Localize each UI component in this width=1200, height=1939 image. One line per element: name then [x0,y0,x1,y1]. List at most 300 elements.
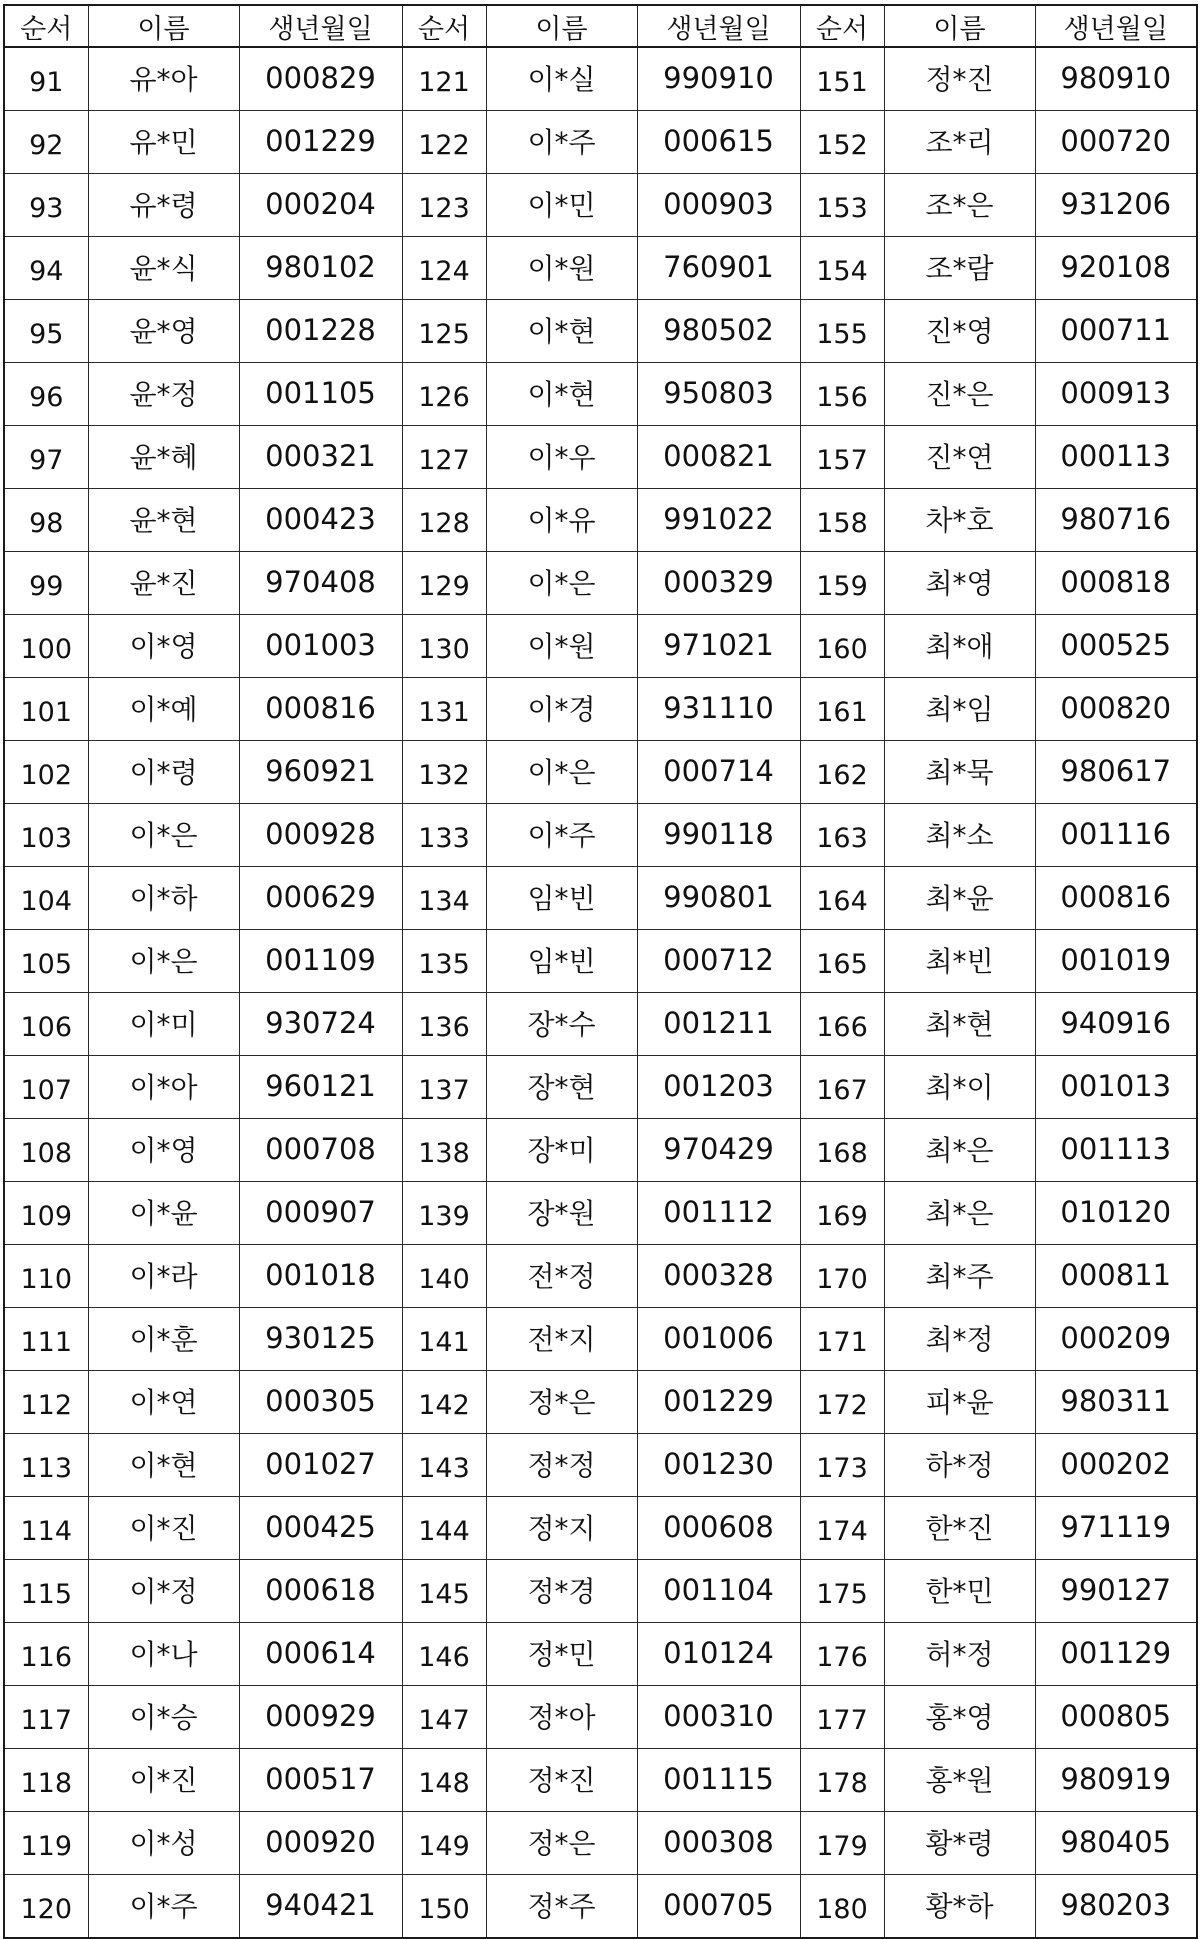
table-row [4,111,1197,174]
birthdate-cell: 960121 [239,1056,402,1119]
table-row [4,993,1197,1056]
name-cell: 진*영 [884,300,1035,363]
seq-cell: 96 [4,363,88,426]
birthdate-cell: 980405 [1035,1812,1197,1875]
birthdate-cell: 001129 [1035,1623,1197,1686]
table-row [4,1308,1197,1371]
roster-body [4,47,1197,1938]
name-cell: 홍*원 [884,1749,1035,1812]
name-cell: 최*정 [884,1308,1035,1371]
seq-cell: 126 [402,363,486,426]
birthdate-cell: 920108 [1035,237,1197,300]
seq-cell: 92 [4,111,88,174]
name-cell: 이*현 [88,1434,239,1497]
seq-cell: 179 [800,1812,884,1875]
seq-cell: 154 [800,237,884,300]
name-cell: 정*아 [486,1686,637,1749]
birthdate-cell: 000618 [239,1560,402,1623]
name-cell: 윤*영 [88,300,239,363]
birthdate-cell: 760901 [637,237,800,300]
seq-cell: 142 [402,1371,486,1434]
birthdate-cell: 000820 [1035,678,1197,741]
name-cell: 이*라 [88,1245,239,1308]
seq-cell: 121 [402,47,486,111]
table-row [4,1560,1197,1623]
table-row [4,1623,1197,1686]
name-cell: 이*주 [486,111,637,174]
birthdate-cell: 000615 [637,111,800,174]
seq-cell: 138 [402,1119,486,1182]
birthdate-cell: 001113 [1035,1119,1197,1182]
seq-cell: 110 [4,1245,88,1308]
name-cell: 윤*식 [88,237,239,300]
seq-cell: 111 [4,1308,88,1371]
table-row [4,552,1197,615]
birthdate-cell: 000907 [239,1182,402,1245]
seq-cell: 151 [800,47,884,111]
seq-cell: 136 [402,993,486,1056]
seq-cell: 129 [402,552,486,615]
table-row [4,930,1197,993]
table-row [4,1182,1197,1245]
name-cell: 이*나 [88,1623,239,1686]
birthdate-cell: 000321 [239,426,402,489]
seq-cell: 120 [4,1875,88,1939]
birthdate-cell: 000816 [1035,867,1197,930]
birthdate-cell: 001104 [637,1560,800,1623]
birthdate-cell: 001003 [239,615,402,678]
birthdate-cell: 000113 [1035,426,1197,489]
seq-cell: 93 [4,174,88,237]
seq-cell: 132 [402,741,486,804]
table-row [4,1812,1197,1875]
seq-cell: 118 [4,1749,88,1812]
table-row [4,1056,1197,1119]
name-cell: 이*예 [88,678,239,741]
table-row [4,174,1197,237]
name-cell: 이*연 [88,1371,239,1434]
name-cell: 장*수 [486,993,637,1056]
seq-cell: 102 [4,741,88,804]
name-cell: 임*빈 [486,930,637,993]
table-row [4,1245,1197,1308]
birthdate-cell: 001027 [239,1434,402,1497]
name-cell: 최*이 [884,1056,1035,1119]
header-birthdate: 생년월일 [239,5,402,47]
name-cell: 정*진 [884,47,1035,111]
header-name: 이름 [486,5,637,47]
birthdate-cell: 001229 [637,1371,800,1434]
seq-cell: 119 [4,1812,88,1875]
seq-cell: 164 [800,867,884,930]
birthdate-cell: 000818 [1035,552,1197,615]
name-cell: 이*주 [88,1875,239,1939]
birthdate-cell: 000929 [239,1686,402,1749]
birthdate-cell: 000913 [1035,363,1197,426]
name-cell: 유*민 [88,111,239,174]
birthdate-cell: 000805 [1035,1686,1197,1749]
seq-cell: 145 [402,1560,486,1623]
seq-cell: 128 [402,489,486,552]
seq-cell: 108 [4,1119,88,1182]
seq-cell: 174 [800,1497,884,1560]
birthdate-cell: 990910 [637,47,800,111]
birthdate-cell: 000714 [637,741,800,804]
seq-cell: 104 [4,867,88,930]
name-cell: 유*아 [88,47,239,111]
birthdate-cell: 000720 [1035,111,1197,174]
table-row [4,1749,1197,1812]
seq-cell: 165 [800,930,884,993]
birthdate-cell: 000329 [637,552,800,615]
table-row [4,426,1197,489]
name-cell: 정*진 [486,1749,637,1812]
birthdate-cell: 971021 [637,615,800,678]
birthdate-cell: 930724 [239,993,402,1056]
seq-cell: 95 [4,300,88,363]
name-cell: 황*하 [884,1875,1035,1939]
seq-cell: 106 [4,993,88,1056]
name-cell: 윤*혜 [88,426,239,489]
name-cell: 정*민 [486,1623,637,1686]
birthdate-cell: 000525 [1035,615,1197,678]
name-cell: 이*현 [486,363,637,426]
table-row [4,867,1197,930]
seq-cell: 97 [4,426,88,489]
birthdate-cell: 950803 [637,363,800,426]
seq-cell: 123 [402,174,486,237]
seq-cell: 178 [800,1749,884,1812]
seq-cell: 98 [4,489,88,552]
name-cell: 조*은 [884,174,1035,237]
name-cell: 유*령 [88,174,239,237]
birthdate-cell: 000310 [637,1686,800,1749]
seq-cell: 113 [4,1434,88,1497]
birthdate-cell: 010124 [637,1623,800,1686]
birthdate-cell: 001203 [637,1056,800,1119]
name-cell: 정*은 [486,1812,637,1875]
name-cell: 이*성 [88,1812,239,1875]
name-cell: 최*묵 [884,741,1035,804]
name-cell: 이*진 [88,1497,239,1560]
birthdate-cell: 940916 [1035,993,1197,1056]
seq-cell: 155 [800,300,884,363]
seq-cell: 152 [800,111,884,174]
seq-cell: 177 [800,1686,884,1749]
seq-cell: 105 [4,930,88,993]
birthdate-cell: 970408 [239,552,402,615]
seq-cell: 176 [800,1623,884,1686]
name-cell: 정*정 [486,1434,637,1497]
birthdate-cell: 000829 [239,47,402,111]
birthdate-cell: 001228 [239,300,402,363]
name-cell: 최*현 [884,993,1035,1056]
birthdate-cell: 000629 [239,867,402,930]
name-cell: 이*영 [88,615,239,678]
seq-cell: 130 [402,615,486,678]
birthdate-cell: 980617 [1035,741,1197,804]
seq-cell: 162 [800,741,884,804]
table-row [4,678,1197,741]
seq-cell: 133 [402,804,486,867]
seq-cell: 153 [800,174,884,237]
seq-cell: 94 [4,237,88,300]
name-cell: 정*경 [486,1560,637,1623]
seq-cell: 144 [402,1497,486,1560]
seq-cell: 169 [800,1182,884,1245]
seq-cell: 139 [402,1182,486,1245]
name-cell: 이*진 [88,1749,239,1812]
birthdate-cell: 001112 [637,1182,800,1245]
name-cell: 윤*현 [88,489,239,552]
seq-cell: 167 [800,1056,884,1119]
name-cell: 이*경 [486,678,637,741]
birthdate-cell: 001115 [637,1749,800,1812]
birthdate-cell: 000920 [239,1812,402,1875]
table-row [4,804,1197,867]
birthdate-cell: 990127 [1035,1560,1197,1623]
birthdate-cell: 000928 [239,804,402,867]
seq-cell: 116 [4,1623,88,1686]
birthdate-cell: 001109 [239,930,402,993]
birthdate-cell: 001019 [1035,930,1197,993]
seq-cell: 159 [800,552,884,615]
birthdate-cell: 980716 [1035,489,1197,552]
name-cell: 피*윤 [884,1371,1035,1434]
birthdate-cell: 970429 [637,1119,800,1182]
table-row [4,47,1197,111]
name-cell: 최*빈 [884,930,1035,993]
birthdate-cell: 971119 [1035,1497,1197,1560]
birthdate-cell: 010120 [1035,1182,1197,1245]
birthdate-cell: 000209 [1035,1308,1197,1371]
seq-cell: 180 [800,1875,884,1939]
seq-cell: 127 [402,426,486,489]
birthdate-cell: 931206 [1035,174,1197,237]
birthdate-cell: 001105 [239,363,402,426]
birthdate-cell: 980311 [1035,1371,1197,1434]
birthdate-cell: 980203 [1035,1875,1197,1939]
name-cell: 장*현 [486,1056,637,1119]
birthdate-cell: 000204 [239,174,402,237]
seq-cell: 100 [4,615,88,678]
name-cell: 이*원 [486,615,637,678]
birthdate-cell: 000903 [637,174,800,237]
seq-cell: 163 [800,804,884,867]
seq-cell: 135 [402,930,486,993]
name-cell: 하*정 [884,1434,1035,1497]
seq-cell: 140 [402,1245,486,1308]
name-cell: 이*영 [88,1119,239,1182]
name-cell: 차*호 [884,489,1035,552]
name-cell: 이*은 [486,552,637,615]
birthdate-cell: 940421 [239,1875,402,1939]
seq-cell: 173 [800,1434,884,1497]
table-row [4,363,1197,426]
name-cell: 최*윤 [884,867,1035,930]
table-row [4,1497,1197,1560]
seq-cell: 125 [402,300,486,363]
seq-cell: 172 [800,1371,884,1434]
name-cell: 전*정 [486,1245,637,1308]
seq-cell: 109 [4,1182,88,1245]
table-row [4,300,1197,363]
roster-table [3,4,1198,1939]
birthdate-cell: 001006 [637,1308,800,1371]
header-name: 이름 [884,5,1035,47]
birthdate-cell: 960921 [239,741,402,804]
seq-cell: 166 [800,993,884,1056]
birthdate-cell: 990118 [637,804,800,867]
name-cell: 이*민 [486,174,637,237]
birthdate-cell: 980910 [1035,47,1197,111]
seq-cell: 101 [4,678,88,741]
seq-cell: 157 [800,426,884,489]
birthdate-cell: 980919 [1035,1749,1197,1812]
name-cell: 최*애 [884,615,1035,678]
birthdate-cell: 000811 [1035,1245,1197,1308]
seq-cell: 148 [402,1749,486,1812]
seq-cell: 147 [402,1686,486,1749]
name-cell: 한*민 [884,1560,1035,1623]
name-cell: 윤*정 [88,363,239,426]
seq-cell: 150 [402,1875,486,1939]
birthdate-cell: 001018 [239,1245,402,1308]
name-cell: 이*미 [88,993,239,1056]
birthdate-cell: 001229 [239,111,402,174]
name-cell: 최*소 [884,804,1035,867]
seq-cell: 143 [402,1434,486,1497]
table-row [4,741,1197,804]
table-row [4,1434,1197,1497]
birthdate-cell: 001211 [637,993,800,1056]
name-cell: 이*은 [88,804,239,867]
name-cell: 최*영 [884,552,1035,615]
birthdate-cell: 931110 [637,678,800,741]
seq-cell: 124 [402,237,486,300]
birthdate-cell: 000308 [637,1812,800,1875]
seq-cell: 171 [800,1308,884,1371]
name-cell: 이*정 [88,1560,239,1623]
name-cell: 진*은 [884,363,1035,426]
seq-cell: 112 [4,1371,88,1434]
table-row [4,237,1197,300]
table-row [4,1119,1197,1182]
table-row [4,615,1197,678]
seq-cell: 122 [402,111,486,174]
birthdate-cell: 001116 [1035,804,1197,867]
name-cell: 조*리 [884,111,1035,174]
name-cell: 홍*영 [884,1686,1035,1749]
birthdate-cell: 990801 [637,867,800,930]
seq-cell: 149 [402,1812,486,1875]
birthdate-cell: 991022 [637,489,800,552]
name-cell: 이*승 [88,1686,239,1749]
name-cell: 임*빈 [486,867,637,930]
name-cell: 이*훈 [88,1308,239,1371]
name-cell: 이*주 [486,804,637,867]
name-cell: 진*연 [884,426,1035,489]
seq-cell: 160 [800,615,884,678]
birthdate-cell: 930125 [239,1308,402,1371]
name-cell: 정*지 [486,1497,637,1560]
name-cell: 이*은 [486,741,637,804]
name-cell: 최*주 [884,1245,1035,1308]
header-birthdate: 생년월일 [637,5,800,47]
seq-cell: 103 [4,804,88,867]
birthdate-cell: 000705 [637,1875,800,1939]
birthdate-cell: 000712 [637,930,800,993]
name-cell: 이*원 [486,237,637,300]
header-seq: 순서 [4,5,88,47]
name-cell: 이*하 [88,867,239,930]
birthdate-cell: 001013 [1035,1056,1197,1119]
name-cell: 이*은 [88,930,239,993]
seq-cell: 168 [800,1119,884,1182]
header-seq: 순서 [402,5,486,47]
birthdate-cell: 000328 [637,1245,800,1308]
seq-cell: 107 [4,1056,88,1119]
seq-cell: 131 [402,678,486,741]
seq-cell: 134 [402,867,486,930]
name-cell: 이*령 [88,741,239,804]
name-cell: 이*아 [88,1056,239,1119]
birthdate-cell: 000202 [1035,1434,1197,1497]
seq-cell: 117 [4,1686,88,1749]
name-cell: 최*임 [884,678,1035,741]
seq-cell: 141 [402,1308,486,1371]
seq-cell: 91 [4,47,88,111]
name-cell: 이*현 [486,300,637,363]
name-cell: 정*은 [486,1371,637,1434]
name-cell: 허*정 [884,1623,1035,1686]
name-cell: 전*지 [486,1308,637,1371]
seq-cell: 170 [800,1245,884,1308]
birthdate-cell: 000425 [239,1497,402,1560]
name-cell: 장*원 [486,1182,637,1245]
header-birthdate: 생년월일 [1035,5,1197,47]
name-cell: 이*실 [486,47,637,111]
seq-cell: 158 [800,489,884,552]
name-cell: 이*유 [486,489,637,552]
birthdate-cell: 000821 [637,426,800,489]
name-cell: 한*진 [884,1497,1035,1560]
table-row [4,1371,1197,1434]
birthdate-cell: 000614 [239,1623,402,1686]
table-row [4,1875,1197,1939]
table-row [4,1686,1197,1749]
seq-cell: 137 [402,1056,486,1119]
birthdate-cell: 980102 [239,237,402,300]
name-cell: 이*우 [486,426,637,489]
header-seq: 순서 [800,5,884,47]
seq-cell: 146 [402,1623,486,1686]
header-name: 이름 [88,5,239,47]
birthdate-cell: 000711 [1035,300,1197,363]
birthdate-cell: 000608 [637,1497,800,1560]
birthdate-cell: 001230 [637,1434,800,1497]
name-cell: 조*람 [884,237,1035,300]
seq-cell: 161 [800,678,884,741]
name-cell: 이*윤 [88,1182,239,1245]
name-cell: 정*주 [486,1875,637,1939]
name-cell: 장*미 [486,1119,637,1182]
name-cell: 황*령 [884,1812,1035,1875]
table-row [4,489,1197,552]
birthdate-cell: 000423 [239,489,402,552]
birthdate-cell: 000517 [239,1749,402,1812]
birthdate-cell: 000708 [239,1119,402,1182]
